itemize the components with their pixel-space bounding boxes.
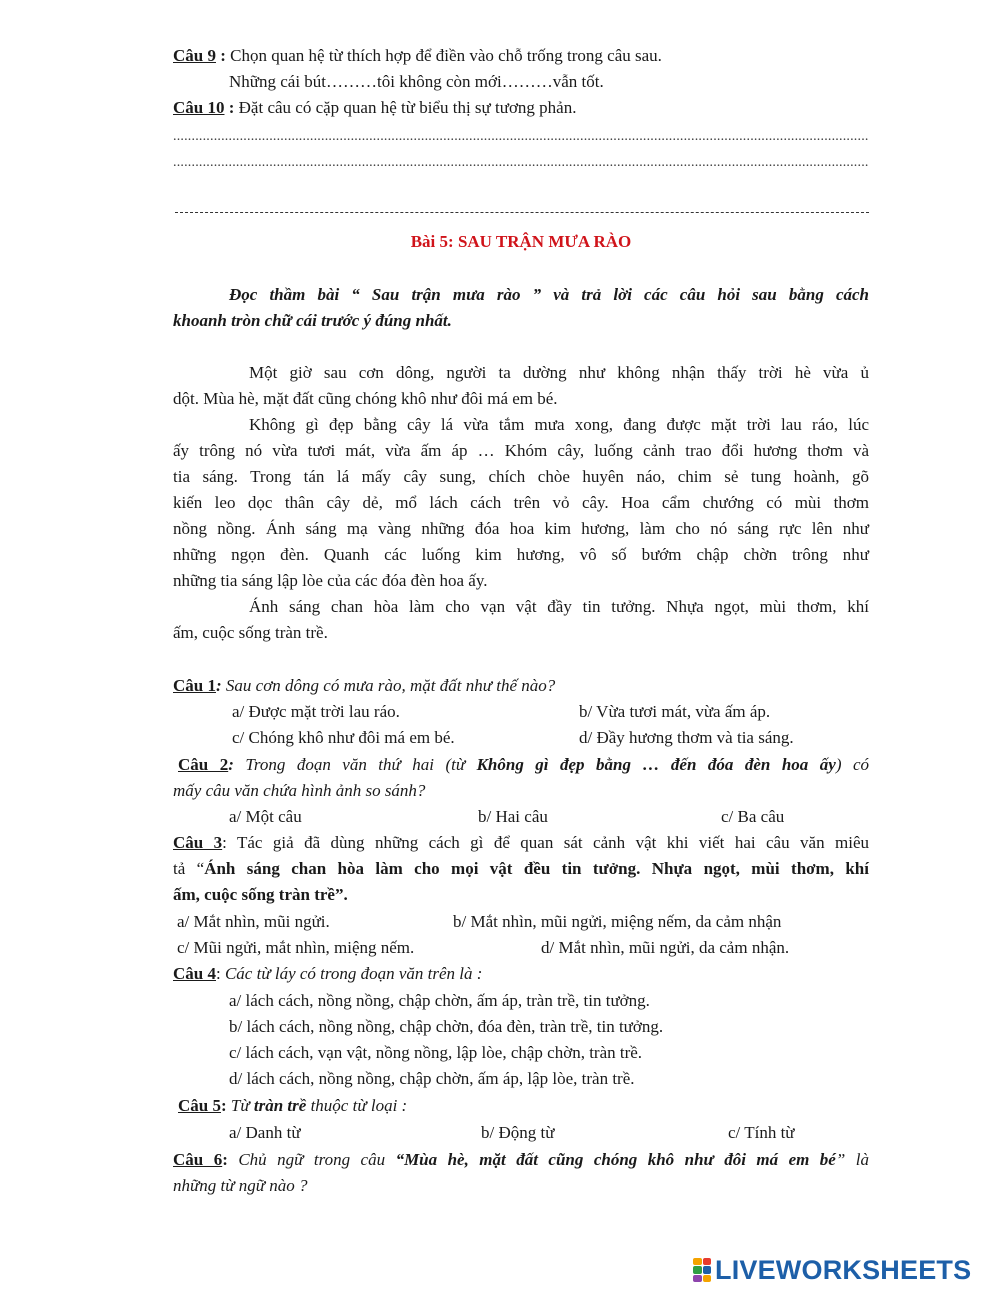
question-1-option-b[interactable]: b/ Vừa tươi mát, vừa ấm áp. <box>579 702 771 721</box>
question-4-option-a[interactable]: a/ lách cách, nồng nồng, chập chờn, ấm áp, tràn trề, tin tưởng. <box>229 991 650 1010</box>
question-10-text: Đặt câu có cặp quan hệ từ biểu thị sự tương phản. <box>234 98 577 117</box>
question-5: Câu 5: Từ tràn trề thuộc từ loại : <box>178 1096 408 1115</box>
question-5-label: Câu 5 <box>178 1096 221 1115</box>
question-10-label: Câu 10 <box>173 98 225 117</box>
question-9-sentence: Những cái bút………tôi không còn mới………vẫn tốt. <box>229 72 604 91</box>
passage-line: ấm, cuộc sống tràn trề. <box>173 623 328 642</box>
question-1-text: Sau cơn dông có mưa rào, mặt đất như thế nào? <box>221 676 556 695</box>
question-4-option-d[interactable]: d/ lách cách, nồng nồng, chập chờn, ấm áp, lập lòe, tràn trề. <box>229 1069 635 1088</box>
passage-line: những tia sáng lập lòe của các đóa đèn hoa ấy. <box>173 571 488 590</box>
question-3-option-c[interactable]: c/ Mũi ngửi, mắt nhìn, miệng nếm. <box>177 938 415 957</box>
section-divider <box>175 212 869 213</box>
question-1-option-d[interactable]: d/ Đầy hương thơm và tia sáng. <box>579 728 794 747</box>
question-4: Câu 4: Các từ láy có trong đoạn văn trên là : <box>173 964 483 983</box>
answer-line-1[interactable]: ............................................................................................................................................................................................ <box>173 129 869 144</box>
question-6: Câu 6: Chủ ngữ trong câu “Mùa hè, mặt đất cũng chóng khô như đôi má em bé” là <box>173 1150 869 1169</box>
question-3-label: Câu 3 <box>173 833 223 852</box>
question-4-option-c[interactable]: c/ lách cách, vạn vật, nồng nồng, lập lòe, chập chờn, tràn trề. <box>229 1043 643 1062</box>
question-4-label: Câu 4 <box>173 964 216 983</box>
question-2-option-b[interactable]: b/ Hai câu <box>478 807 548 826</box>
passage-line: Ánh sáng chan hòa làm cho vạn vật đầy tin tưởng. Nhựa ngọt, mùi thơm, khí <box>249 597 869 616</box>
question-2-label: Câu 2 <box>178 755 229 774</box>
instruction-line-2: khoanh tròn chữ cái trước ý đúng nhất. <box>173 311 452 330</box>
passage-line: dột. Mùa hè, mặt đất cũng chóng khô như đôi má em bé. <box>173 389 558 408</box>
passage-line: tia sáng. Trong tán lá mấy cây sung, chích chòe huyên náo, chim sẻ tung hoành, gõ <box>173 467 869 486</box>
liveworksheets-wordmark: LIVEWORKSHEETS <box>715 1254 972 1285</box>
question-2: Câu 2: Trong đoạn văn thứ hai (từ Không gì đẹp bằng … đến đóa đèn hoa ấy) có <box>178 755 869 774</box>
question-9-text: Chọn quan hệ từ thích hợp để điền vào chỗ trống trong câu sau. <box>225 46 662 65</box>
question-1: Câu 1: Sau cơn dông có mưa rào, mặt đất như thế nào? <box>173 676 556 695</box>
question-3-option-a[interactable]: a/ Mắt nhìn, mũi ngửi. <box>177 912 330 931</box>
question-5-option-b[interactable]: b/ Động từ <box>481 1123 555 1142</box>
passage-line: Một giờ sau cơn dông, người ta dường như không nhận thấy trời hè vừa ủ <box>249 363 869 382</box>
liveworksheets-icon <box>693 1258 711 1282</box>
question-10: Câu 10 : Đặt câu có cặp quan hệ từ biểu thị sự tương phản. <box>173 98 577 117</box>
question-9: Câu 9 : Chọn quan hệ từ thích hợp để điền vào chỗ trống trong câu sau. <box>173 46 662 65</box>
question-2-option-c[interactable]: c/ Ba câu <box>721 807 785 826</box>
question-4-text: Các từ láy có trong đoạn văn trên là : <box>220 964 483 983</box>
passage-line: ấy trông nó vừa tươi mát, vừa ấm áp … Khóm cây, luống cảnh trao đổi hương thơm và <box>173 441 869 460</box>
lesson-title: Bài 5: SAU TRẬN MƯA RÀO <box>410 232 632 251</box>
question-4-option-b[interactable]: b/ lách cách, nồng nồng, chập chờn, đóa đèn, tràn trề, tin tưởng. <box>229 1017 664 1036</box>
question-2-option-a[interactable]: a/ Một câu <box>229 807 302 826</box>
question-5-option-c[interactable]: c/ Tính từ <box>728 1123 795 1142</box>
question-9-label: Câu 9 <box>173 46 216 65</box>
question-5-option-a[interactable]: a/ Danh từ <box>229 1123 301 1142</box>
question-3-option-b[interactable]: b/ Mắt nhìn, mũi ngửi, miệng nếm, da cảm nhận <box>453 912 782 931</box>
passage-line: những ngọn đèn. Quanh các luống kim hương, vô số bướm chập chờn trông như <box>173 545 869 564</box>
question-3: Câu 3: Tác giả đã dùng những cách gì để quan sát cảnh vật khi viết hai câu văn miêu <box>173 833 869 852</box>
question-2-line-2: mấy câu văn chứa hình ảnh so sánh? <box>173 781 426 800</box>
question-1-option-a[interactable]: a/ Được mặt trời lau ráo. <box>232 702 400 721</box>
question-3-line-3: ấm, cuộc sống tràn trề”. <box>173 885 348 904</box>
passage-line: kiến leo dọc thân cây dẻ, mổ lách cách trên vỏ cây. Hoa cẩm chướng có mùi thơm <box>173 493 869 512</box>
question-1-label: Câu 1 <box>173 676 216 695</box>
question-3-line-2: tả “Ánh sáng chan hòa làm cho mọi vật đều tin tưởng. Nhựa ngọt, mùi thơm, khí <box>173 859 869 878</box>
question-3-option-d[interactable]: d/ Mắt nhìn, mũi ngửi, da cảm nhận. <box>541 938 790 957</box>
passage-line: nồng nồng. Ánh sáng mạ vàng những đóa hoa kim hương, làm cho nó sáng rực lên như <box>173 519 869 538</box>
question-1-option-c[interactable]: c/ Chóng khô như đôi má em bé. <box>232 728 455 747</box>
question-6-label: Câu 6 <box>173 1150 223 1169</box>
passage-line: Không gì đẹp bằng cây lá vừa tắm mưa xong, đang được mặt trời lau ráo, lúc <box>249 415 869 434</box>
liveworksheets-logo <box>693 1255 971 1285</box>
instruction-line-1: Đọc thầm bài “ Sau trận mưa rào ” và trả lời các câu hỏi sau bằng cách <box>229 285 869 304</box>
question-6-line-2: những từ ngữ nào ? <box>173 1176 308 1195</box>
answer-line-2[interactable]: ............................................................................................................................................................................................ <box>173 155 869 170</box>
